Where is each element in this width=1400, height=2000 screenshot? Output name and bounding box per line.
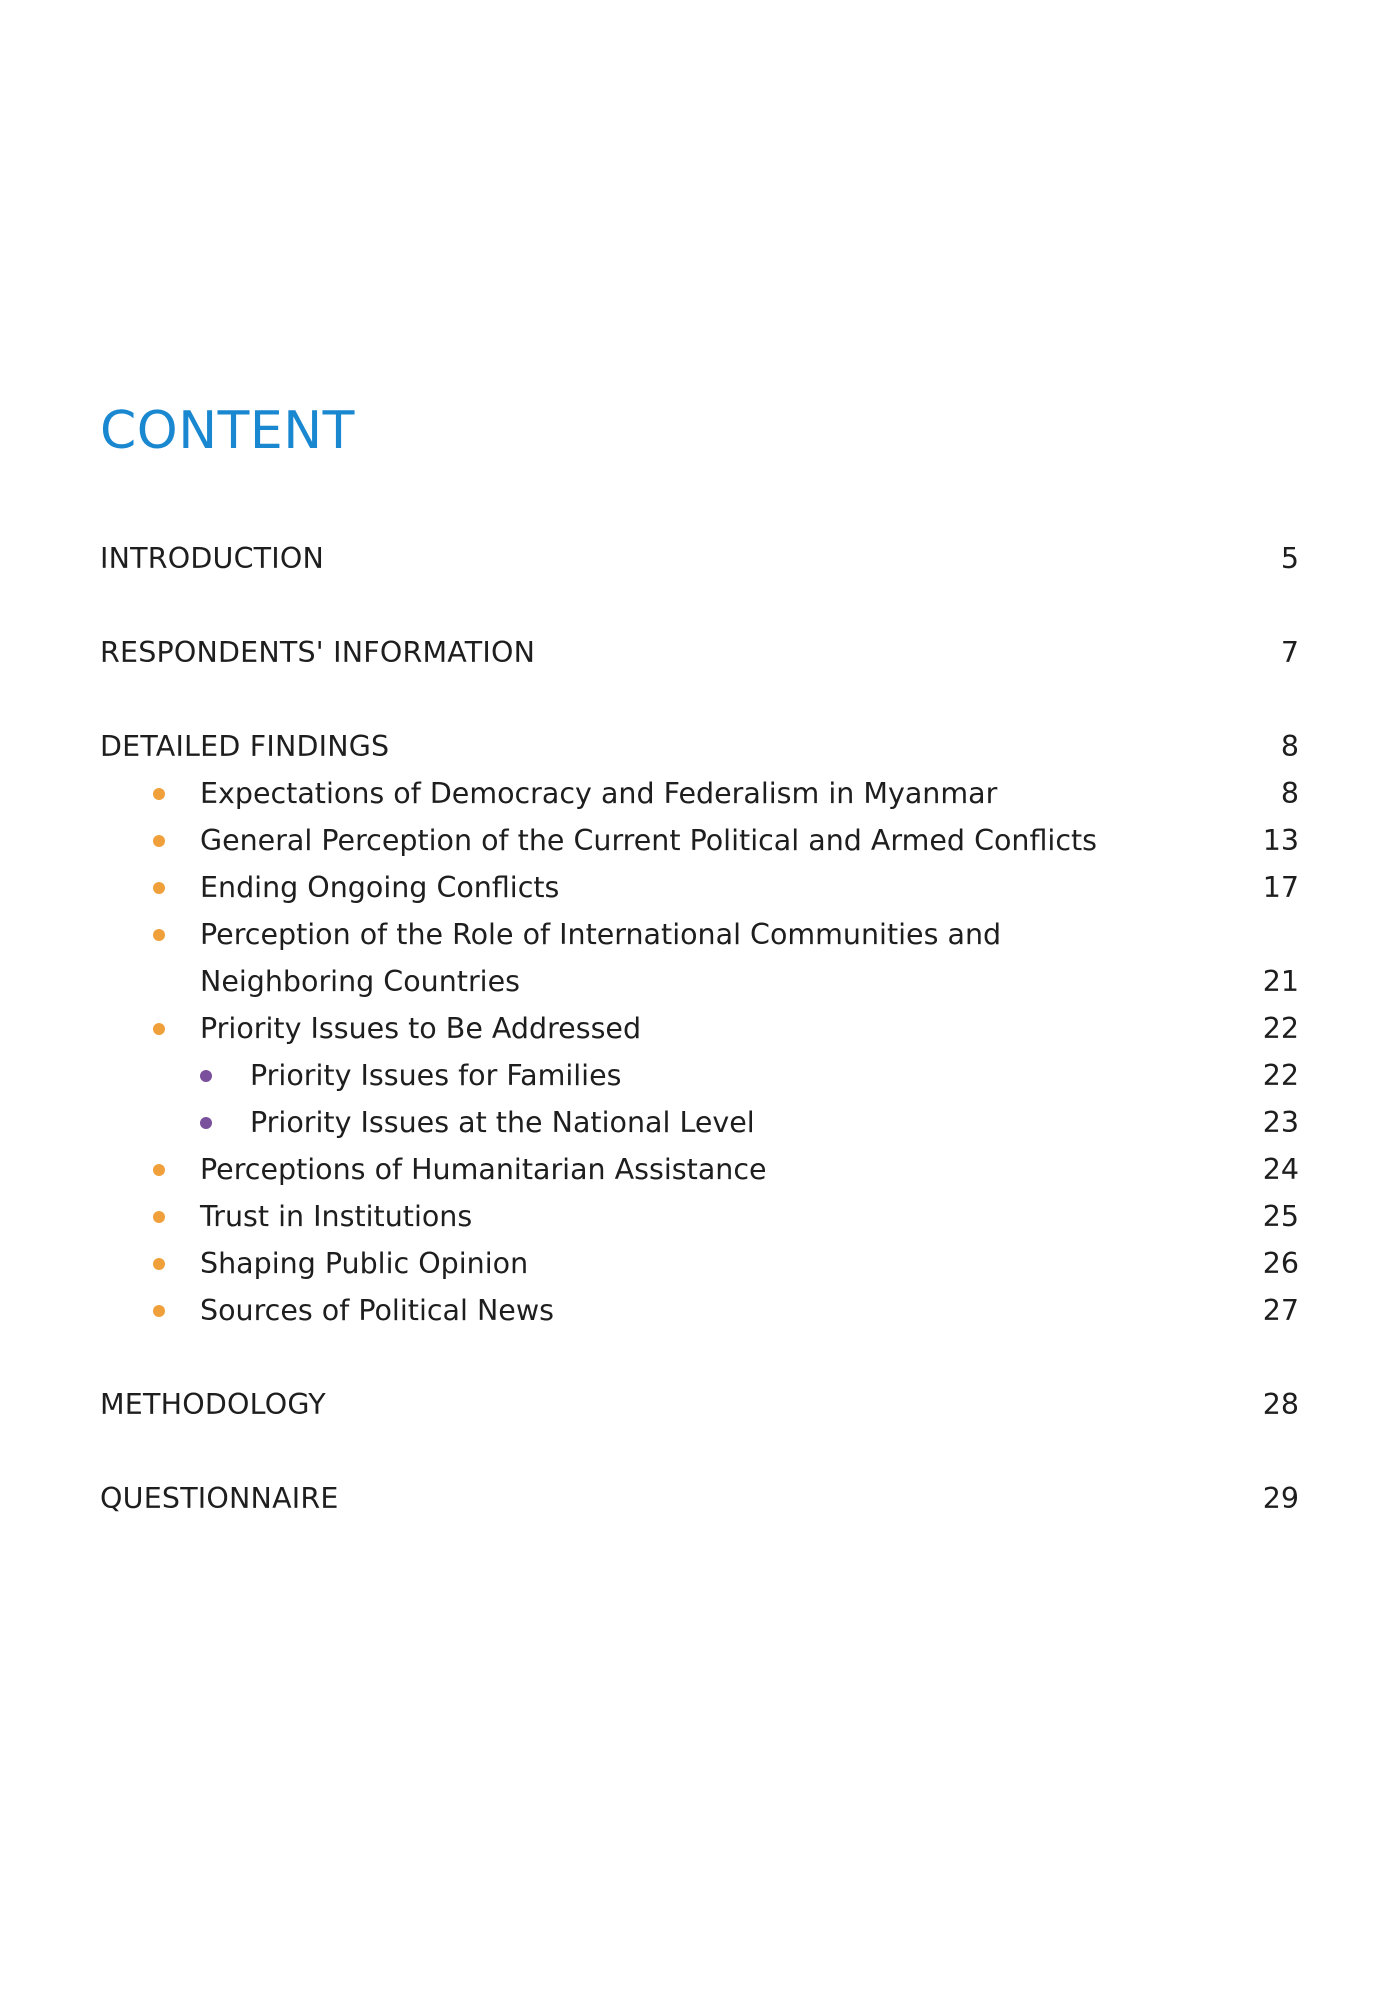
toc-entry-page-number: 8 [1280, 777, 1299, 810]
page-title: CONTENT [100, 401, 355, 461]
toc-entry-label: Neighboring Countries [200, 965, 520, 998]
toc-entry-label: RESPONDENTS' INFORMATION [100, 636, 536, 669]
table-of-contents [100, 0, 1299, 2000]
toc-entry-page-number: 13 [1262, 824, 1299, 857]
toc-entry-label: Sources of Political News [200, 1294, 554, 1327]
toc-entry-page-number: 8 [1280, 730, 1299, 763]
orange-bullet-icon [153, 882, 165, 894]
orange-bullet-icon [153, 1023, 165, 1035]
orange-bullet-icon [153, 1211, 165, 1223]
toc-entry-label: QUESTIONNAIRE [100, 1482, 339, 1515]
toc-entry-label: Shaping Public Opinion [200, 1247, 529, 1280]
orange-bullet-icon [153, 929, 165, 941]
toc-entry-label: METHODOLOGY [100, 1388, 326, 1421]
toc-entry-label: Perception of the Role of International Communities and [200, 918, 1002, 951]
toc-entry-label: DETAILED FINDINGS [100, 730, 390, 763]
toc-entry-page-number: 29 [1262, 1482, 1299, 1515]
purple-bullet-icon [200, 1070, 212, 1082]
toc-entry-label: Perceptions of Humanitarian Assistance [200, 1153, 767, 1186]
toc-entry-label: Priority Issues to Be Addressed [200, 1012, 642, 1045]
toc-entry-label: Priority Issues at the National Level [250, 1106, 755, 1139]
toc-entry-page-number: 27 [1262, 1294, 1299, 1327]
toc-entry-label: INTRODUCTION [100, 542, 325, 575]
toc-entry-label: Trust in Institutions [200, 1200, 473, 1233]
toc-entry-page-number: 21 [1262, 965, 1299, 998]
toc-entry-page-number: 26 [1262, 1247, 1299, 1280]
toc-entry-page-number: 23 [1262, 1106, 1299, 1139]
orange-bullet-icon [153, 1258, 165, 1270]
toc-entry-label: Priority Issues for Families [250, 1059, 622, 1092]
orange-bullet-icon [153, 1164, 165, 1176]
purple-bullet-icon [200, 1117, 212, 1129]
toc-entry-page-number: 25 [1262, 1200, 1299, 1233]
toc-entry-page-number: 24 [1262, 1153, 1299, 1186]
orange-bullet-icon [153, 835, 165, 847]
toc-entry-label: Ending Ongoing Conflicts [200, 871, 560, 904]
toc-entry-page-number: 5 [1280, 542, 1299, 575]
toc-entry-page-number: 7 [1280, 636, 1299, 669]
toc-entry-page-number: 22 [1262, 1059, 1299, 1092]
toc-entry-label: General Perception of the Current Political and Armed Conflicts [200, 824, 1098, 857]
toc-entry-page-number: 22 [1262, 1012, 1299, 1045]
toc-entry-page-number: 17 [1262, 871, 1299, 904]
toc-entry-page-number: 28 [1262, 1388, 1299, 1421]
toc-entry-label: Expectations of Democracy and Federalism in Myanmar [200, 777, 998, 810]
orange-bullet-icon [153, 1305, 165, 1317]
orange-bullet-icon [153, 788, 165, 800]
